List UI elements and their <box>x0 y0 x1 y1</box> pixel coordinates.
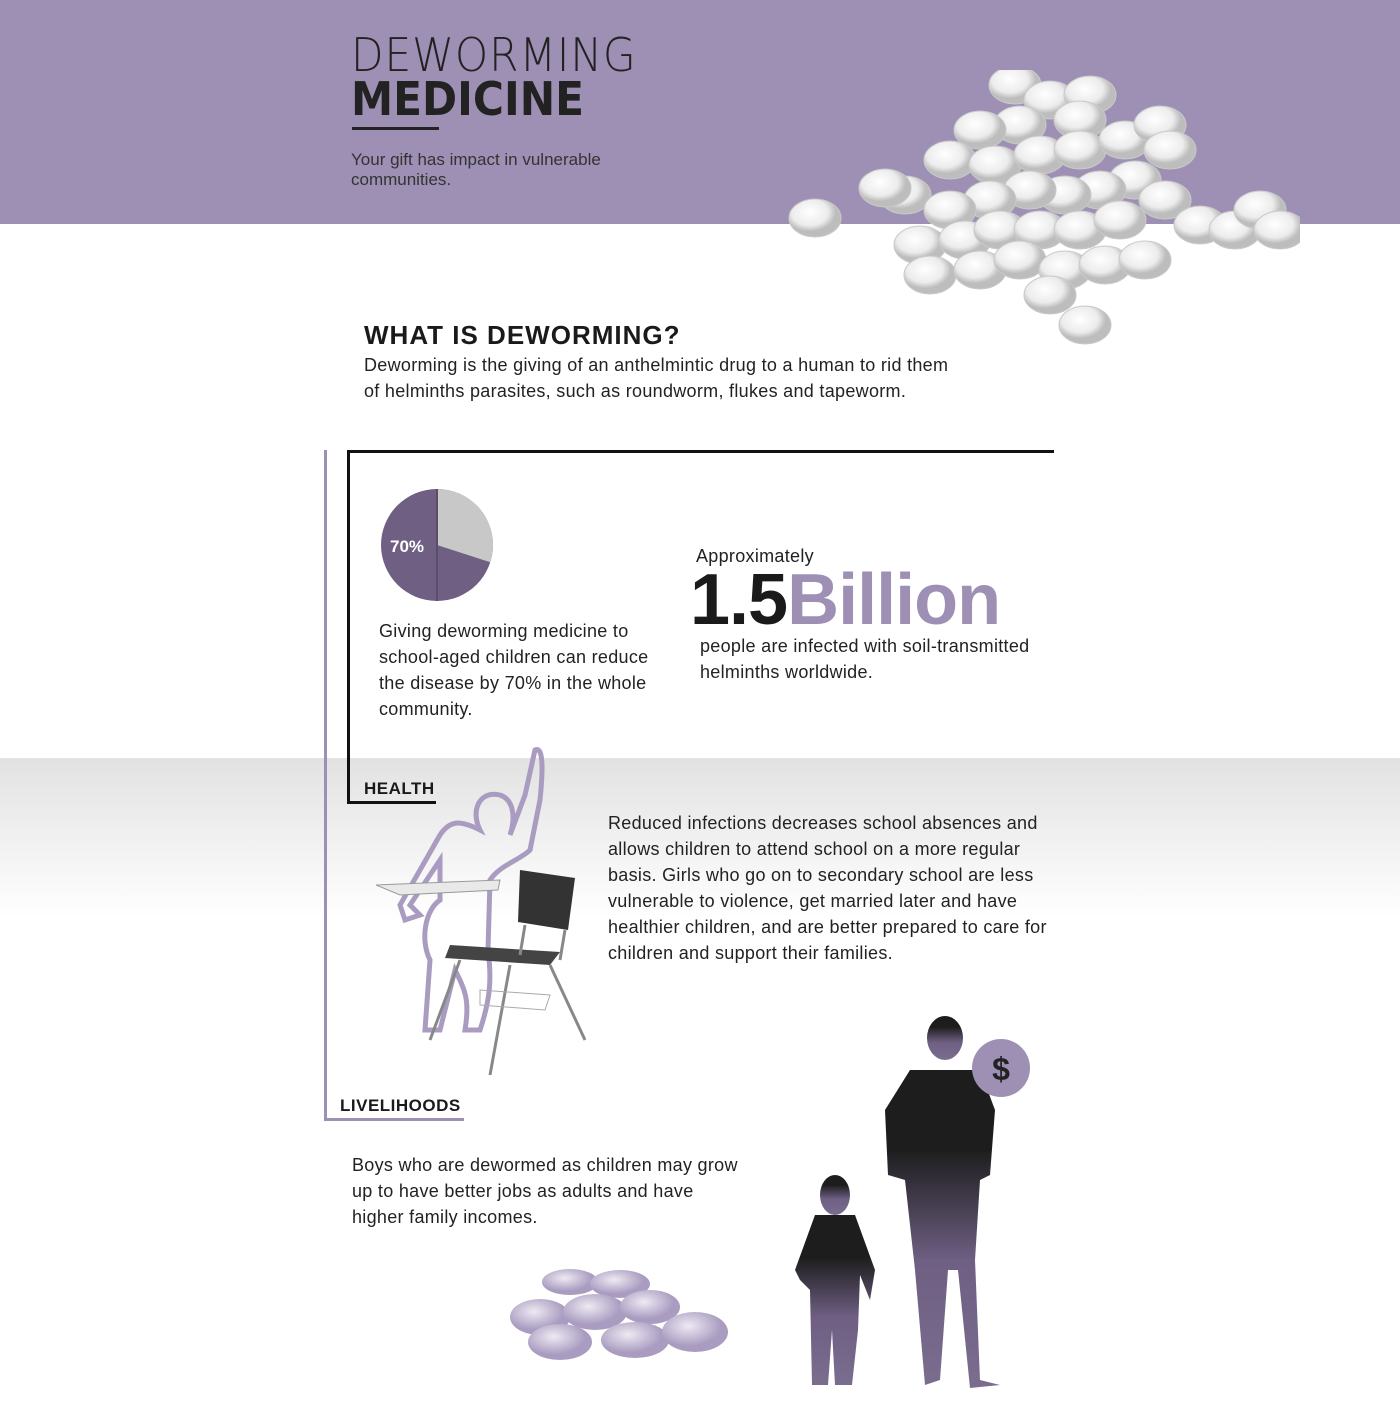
dollar-icon: $ <box>992 1051 1010 1087</box>
pill <box>1094 201 1146 239</box>
title-bold: MEDICINE <box>351 72 585 126</box>
stat-description: people are infected with soil-transmitted helminths worldwide. <box>700 636 1030 682</box>
pill <box>904 256 956 294</box>
purple-pills-image <box>500 1262 740 1374</box>
section-heading: WHAT IS DEWORMING? <box>364 320 681 350</box>
subtitle: Your gift has impact in vulnerable communities. <box>351 150 601 189</box>
pills-pile-image <box>780 70 1300 350</box>
pill <box>1144 131 1196 169</box>
pill <box>1024 276 1076 314</box>
pill <box>1119 241 1171 279</box>
approx-label: Approximately <box>696 546 814 566</box>
pill <box>1254 211 1300 249</box>
livelihoods-bracket-bottom <box>324 1118 464 1121</box>
father-and-child-silhouette <box>790 1010 1040 1395</box>
livelihoods-bracket-vertical <box>324 450 327 1121</box>
pill <box>994 241 1046 279</box>
title-underline <box>352 127 439 130</box>
section-body: Deworming is the giving of an anthelmintic drug to a human to rid them of helminths parasites, such as roundworm, flukes and tapeworm. <box>364 355 949 401</box>
health-bracket-vertical <box>347 450 350 804</box>
livelihoods-label: LIVELIHOODS <box>340 1096 461 1115</box>
child-at-desk-illustration <box>370 740 600 1085</box>
pill <box>1059 306 1111 344</box>
big-unit: Billion <box>787 560 1001 640</box>
pill <box>789 199 841 237</box>
pill <box>924 141 976 179</box>
big-stat <box>690 560 1000 640</box>
pie-chart <box>378 486 498 606</box>
health-label: HEALTH <box>364 779 435 798</box>
pie-description: Giving deworming medicine to school-aged children can reduce the disease by 70% in the whole community. <box>379 621 649 719</box>
pie-label: 70% <box>390 537 425 556</box>
title-light: DEWORMING <box>351 28 637 82</box>
livelihoods-description: Boys who are dewormed as children may grow up to have better jobs as adults and have higher family incomes. <box>352 1155 738 1227</box>
pill <box>859 169 911 207</box>
health-bracket-top <box>347 450 1054 453</box>
school-description: Reduced infections decreases school absences and allows children to attend school on a more regular basis. Girls who go on to secondary school are less vulnerable to violence, get married later and have healthier children, and are better prepared to care for children and support their families. <box>608 813 1047 963</box>
pill <box>1054 131 1106 169</box>
big-number: 1.5 <box>690 560 788 640</box>
